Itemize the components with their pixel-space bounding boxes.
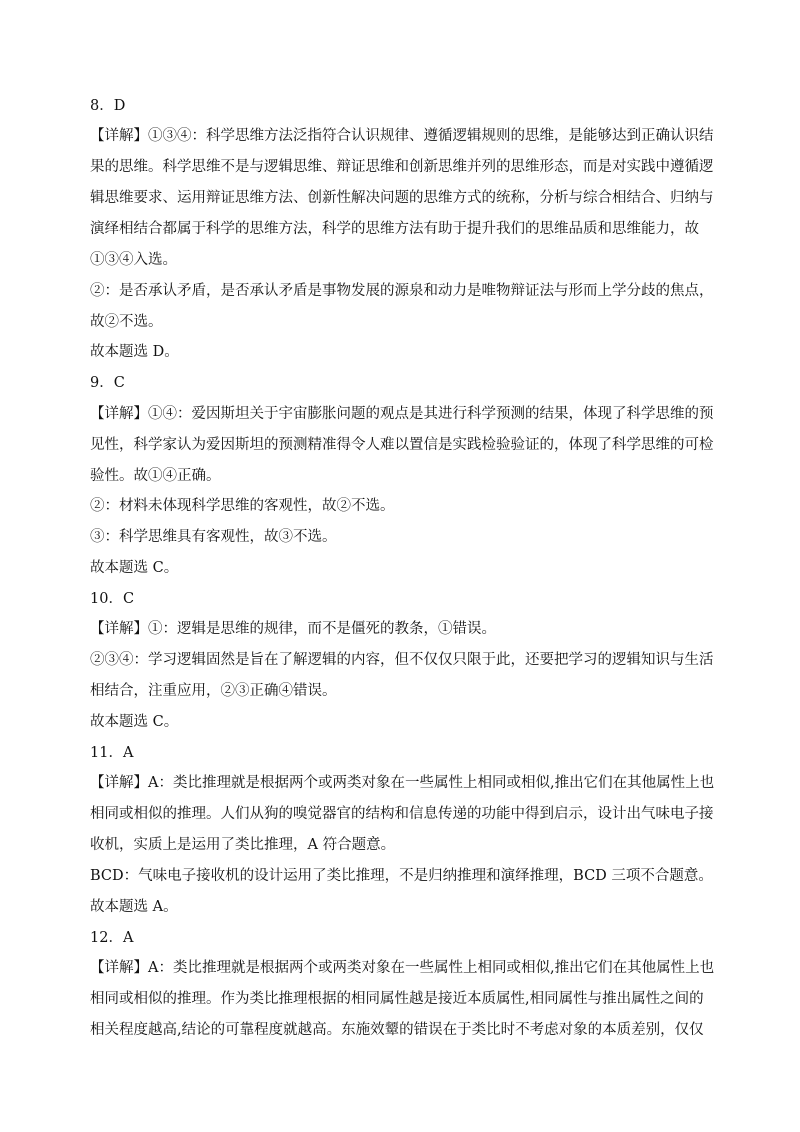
question-8-line: 【详解】①③④：科学思维方法泛指符合认识规律、遵循逻辑规则的思维，是能够达到正确认识结 (90, 128, 714, 144)
question-8-line: 故②不选。 (90, 314, 163, 330)
question-11-line: BCD：气味电子接收机的设计运用了类比推理，不是归纳推理和演绎推理，BCD 三项不合题意。 (90, 868, 713, 884)
question-11-line: 【详解】A：类比推理就是根据两个或两类对象在一些属性上相同或相似,推出它们在其他属性上也 (90, 775, 715, 791)
question-8-number: 8．D (90, 98, 126, 114)
question-10-number: 10．C (90, 591, 135, 607)
question-11-number: 11．A (90, 745, 134, 761)
question-8-line: ①③④入选。 (90, 252, 177, 268)
question-9-line: 验性。故①④正确。 (90, 468, 221, 484)
question-11-line: 收机，实质上是运用了类比推理，A 符合题意。 (90, 837, 396, 853)
question-8-line: 演绎相结合都属于科学的思维方法，科学的思维方法有助于提升我们的思维品质和思维能力，故 (90, 221, 699, 237)
question-11-line: 相同或相似的推理。人们从狗的嗅觉器官的结构和信息传递的功能中得到启示，设计出气味电子接 (90, 806, 714, 822)
question-8-line: 果的思维。科学思维不是与逻辑思维、辩证思维和创新思维并列的思维形态，而是对实践中遵循逻 (90, 159, 714, 175)
question-10-line: 相结合，注重应用，②③正确④错误。 (90, 683, 337, 699)
question-12-number: 12．A (90, 930, 134, 946)
question-12-line: 相关程度越高,结论的可靠程度就越高。东施效颦的错误在于类比时不考虑对象的本质差别，仅仅 (90, 1022, 704, 1038)
question-9-line: ②：材料未体现科学思维的客观性，故②不选。 (90, 498, 395, 514)
question-8-line: 辑思维要求、运用辩证思维方法、创新性解决问题的思维方式的统称，分析与综合相结合、归纳与 (90, 190, 714, 206)
question-12-line: 相同或相似的推理。作为类比推理根据的相同属性越是接近本质属性,相同属性与推出属性之间的 (90, 991, 704, 1007)
question-9-line: 故本题选 C。 (90, 560, 179, 576)
question-8-line: ②：是否承认矛盾，是否承认矛盾是事物发展的源泉和动力是唯物辩证法与形而上学分歧的焦点， (90, 283, 714, 299)
question-10-line: 故本题选 C。 (90, 714, 179, 730)
question-11-line: 故本题选 A。 (90, 899, 178, 915)
question-8-line: 故本题选 D。 (90, 344, 179, 360)
question-10-line: 【详解】①：逻辑是思维的规律，而不是僵死的教条，①错误。 (90, 621, 496, 637)
question-9-number: 9．C (90, 375, 125, 391)
question-9-line: 见性，科学家认为爱因斯坦的预测精准得令人难以置信是实践检验验证的，体现了科学思维的可检 (90, 437, 714, 453)
question-10-line: ②③④：学习逻辑固然是旨在了解逻辑的内容，但不仅仅只限于此，还要把学习的逻辑知识与生活 (90, 652, 714, 668)
question-12-line: 【详解】A：类比推理就是根据两个或两类对象在一些属性上相同或相似,推出它们在其他属性上也 (90, 960, 715, 976)
question-9-line: ③：科学思维具有客观性，故③不选。 (90, 529, 337, 545)
question-9-line: 【详解】①④：爱因斯坦关于宇宙膨胀问题的观点是其进行科学预测的结果，体现了科学思维的预 (90, 406, 714, 422)
